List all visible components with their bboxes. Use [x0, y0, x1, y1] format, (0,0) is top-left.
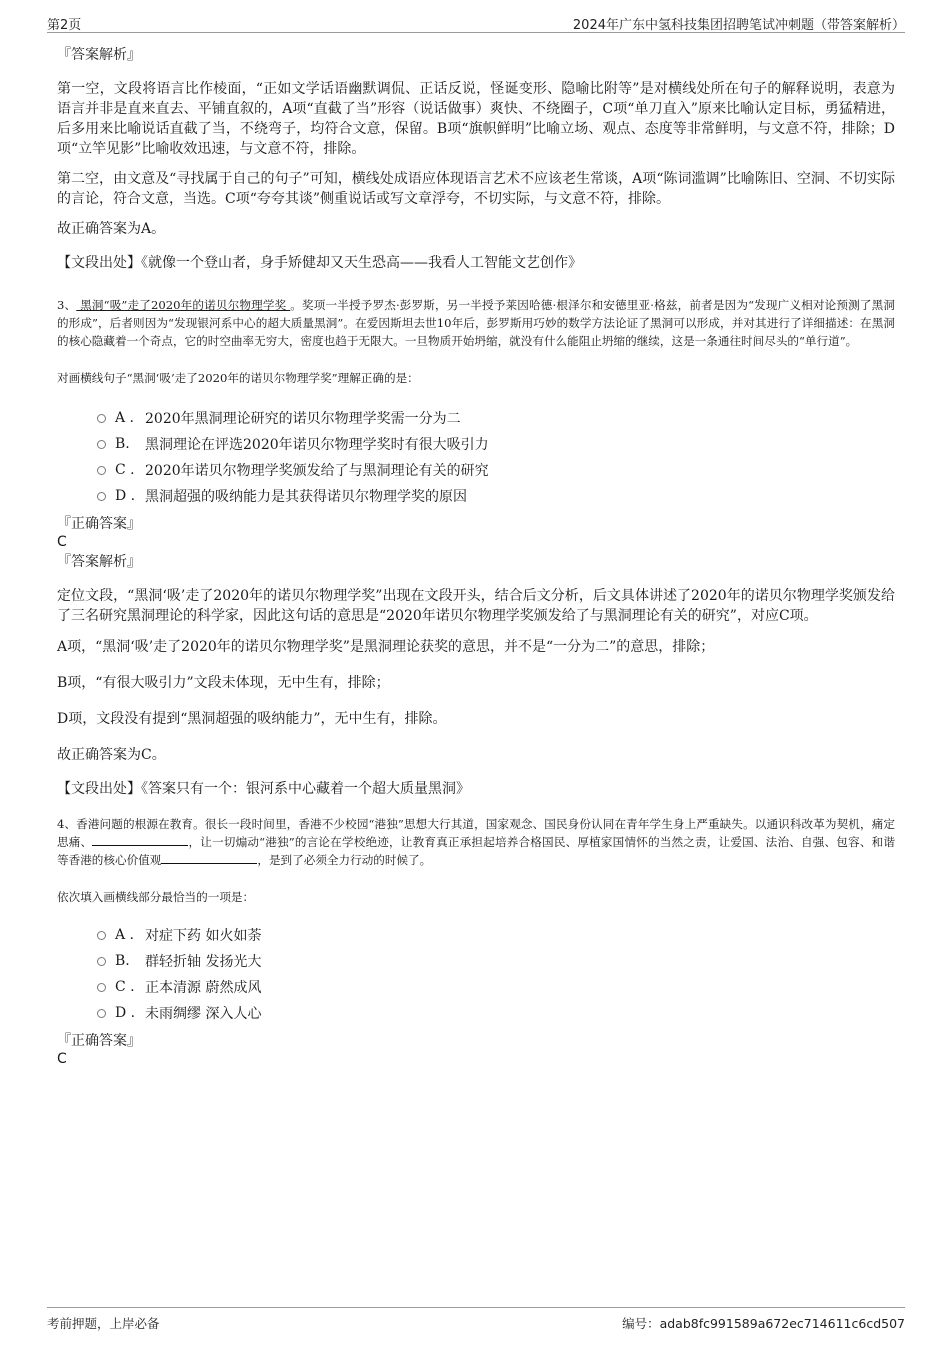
q3-passage	[57, 296, 895, 350]
q4-answer-label: 『正确答案』	[57, 1033, 141, 1049]
blank-2	[161, 851, 257, 864]
q4-option-b[interactable]: B. 群轻折轴 发扬光大	[97, 948, 895, 974]
q4-passage: 4、香港问题的根源在教育。很长一段时间里，香港不少校园“港独”思想大行其道，国家观念、国民身份认同在青年学生身上严重缺失。以通识科改革为契机，痛定思痛、 ，让一切煽动“港独”的言论在学校绝迹，让教育真正承担起培养合格国民、厚植家国情怀的当然之责，让爱国、法治、自强、包容、和谐等香港的核心价值观 ，是到了必须全力行动的时候了。	[57, 817, 895, 867]
q2-analysis-label: 『答案解析』	[57, 47, 141, 63]
q2-source: 【文段出处】《就像一个登山者，身手矫健却又天生恐高——我看人工智能文艺创作》	[57, 255, 582, 271]
footer-slogan: 考前押题，上岸必备	[47, 1316, 160, 1331]
page-header	[47, 12, 905, 33]
radio-icon[interactable]	[97, 414, 106, 423]
radio-icon[interactable]	[97, 440, 106, 449]
q3-analysis-p1: 定位文段，“黑洞‘吸’走了2020年的诺贝尔物理学奖”出现在文段开头，结合后文分析，后文具体讲述了2020年的诺贝尔物理学奖颁发给了三名研究黑洞理论的科学家，因此这句话的意思是“2020年诺贝尔物理学奖颁发给了与黑洞理论有关的研究”，对应C项。	[57, 588, 895, 624]
q3-answer-label: 『正确答案』	[57, 516, 141, 532]
q3-underlined-sentence: 黑洞“吸”走了2020年的诺贝尔物理学奖	[76, 298, 291, 312]
q3-source: 【文段出处】《答案只有一个：银河系中心藏着一个超大质量黑洞》	[57, 781, 470, 797]
document-id: 编号：adab8fc991589a672ec714611c6cd507	[622, 1316, 905, 1331]
page-footer	[47, 1307, 905, 1332]
q3-analysis-p4: D项，文段没有提到“黑洞超强的吸纳能力”，无中生有，排除。	[57, 711, 447, 727]
page-number: 第2页	[47, 18, 82, 33]
radio-icon[interactable]	[97, 492, 106, 501]
q3-conclusion: 故正确答案为C。	[57, 747, 166, 763]
document-title: 2024年广东中氢科技集团招聘笔试冲刺题（带答案解析）	[572, 18, 905, 33]
radio-icon[interactable]	[97, 957, 106, 966]
q2-analysis-p2: 第二空，由文意及“寻找属于自己的句子”可知，横线处成语应体现语言艺术不应该老生常谈，A项“陈词滥调”比喻陈旧、空洞、不切实际的言论，符合文意，当选。C项“夸夸其谈”侧重说话或写文章浮夸，不切实际，与文意不符，排除。	[57, 171, 895, 207]
q4-answer: C	[57, 1051, 67, 1067]
radio-icon[interactable]	[97, 1009, 106, 1018]
q2-analysis-p1: 第一空，文段将语言比作棱面，“正如文学话语幽默调侃、正话反说，怪诞变形、隐喻比附等”是对横线处所在句子的解释说明，表意为语言并非是直来直去、平铺直叙的，A项“直截了当”形容（说话做事）爽快、不绕圈子，C项“单刀直入”原来比喻认定目标，勇猛精进，后多用来比喻说话直截了当，不绕弯子，均符合文意，保留。B项“旗帜鲜明”比喻立场、观点、态度等非常鲜明，与文意不符，排除；D项“立竿见影”比喻收效迅速，与文意不符，排除。	[57, 81, 895, 157]
q4-options	[57, 922, 895, 1026]
radio-icon[interactable]	[97, 983, 106, 992]
q3-number: 3、	[57, 298, 77, 312]
q4-option-a[interactable]: A . 对症下药 如火如荼	[97, 922, 895, 948]
q4-stem: 依次填入画横线部分最恰当的一项是：	[57, 890, 255, 904]
blank-1	[92, 833, 188, 846]
q4-option-c[interactable]: C . 正本清源 蔚然成风	[97, 974, 895, 1000]
q3-option-d[interactable]: D . 黑洞超强的吸纳能力是其获得诺贝尔物理学奖的原因	[97, 483, 895, 509]
q3-option-c[interactable]: C . 2020年诺贝尔物理学奖颁发给了与黑洞理论有关的研究	[97, 457, 895, 483]
q3-options	[57, 405, 895, 509]
q3-stem: 对画横线句子“黑洞‘吸’走了2020年的诺贝尔物理学奖”理解正确的是：	[57, 371, 419, 385]
q3-passage-text: 。奖项一半授予罗杰·彭罗斯，另一半授予莱因哈德·根泽尔和安德里亚·格兹，前者是因为“发现广义相对论预测了黑洞的形成”，后者则因为“发现银河系中心的超大质量黑洞”。在爱因斯坦去世10年后，彭罗斯用巧妙的数学方法论证了黑洞可以形成，并对其进行了详细描述：在黑洞的核心隐藏着一个奇点，它的时空曲率无穷大，密度也趋于无限大。一旦物质开始坍缩，就没有什么能阻止坍缩的继续，这是一条通往时间尽头的“单行道”。	[57, 298, 895, 348]
q3-analysis-label: 『答案解析』	[57, 554, 141, 570]
q3-analysis-p3: B项，“有很大吸引力”文段未体现，无中生有，排除；	[57, 675, 390, 691]
q3-analysis-p2: A项，“黑洞‘吸’走了2020年的诺贝尔物理学奖”是黑洞理论获奖的意思，并不是“一分为二”的意思，排除；	[57, 639, 715, 655]
page-content	[57, 46, 895, 1068]
q3-option-a[interactable]: A . 2020年黑洞理论研究的诺贝尔物理学奖需一分为二	[97, 405, 895, 431]
q4-option-d[interactable]: D . 未雨绸缪 深入人心	[97, 1000, 895, 1026]
q3-answer: C	[57, 534, 67, 550]
q3-option-b[interactable]: B. 黑洞理论在评选2020年诺贝尔物理学奖时有很大吸引力	[97, 431, 895, 457]
q2-conclusion: 故正确答案为A。	[57, 221, 166, 237]
radio-icon[interactable]	[97, 466, 106, 475]
radio-icon[interactable]	[97, 931, 106, 940]
